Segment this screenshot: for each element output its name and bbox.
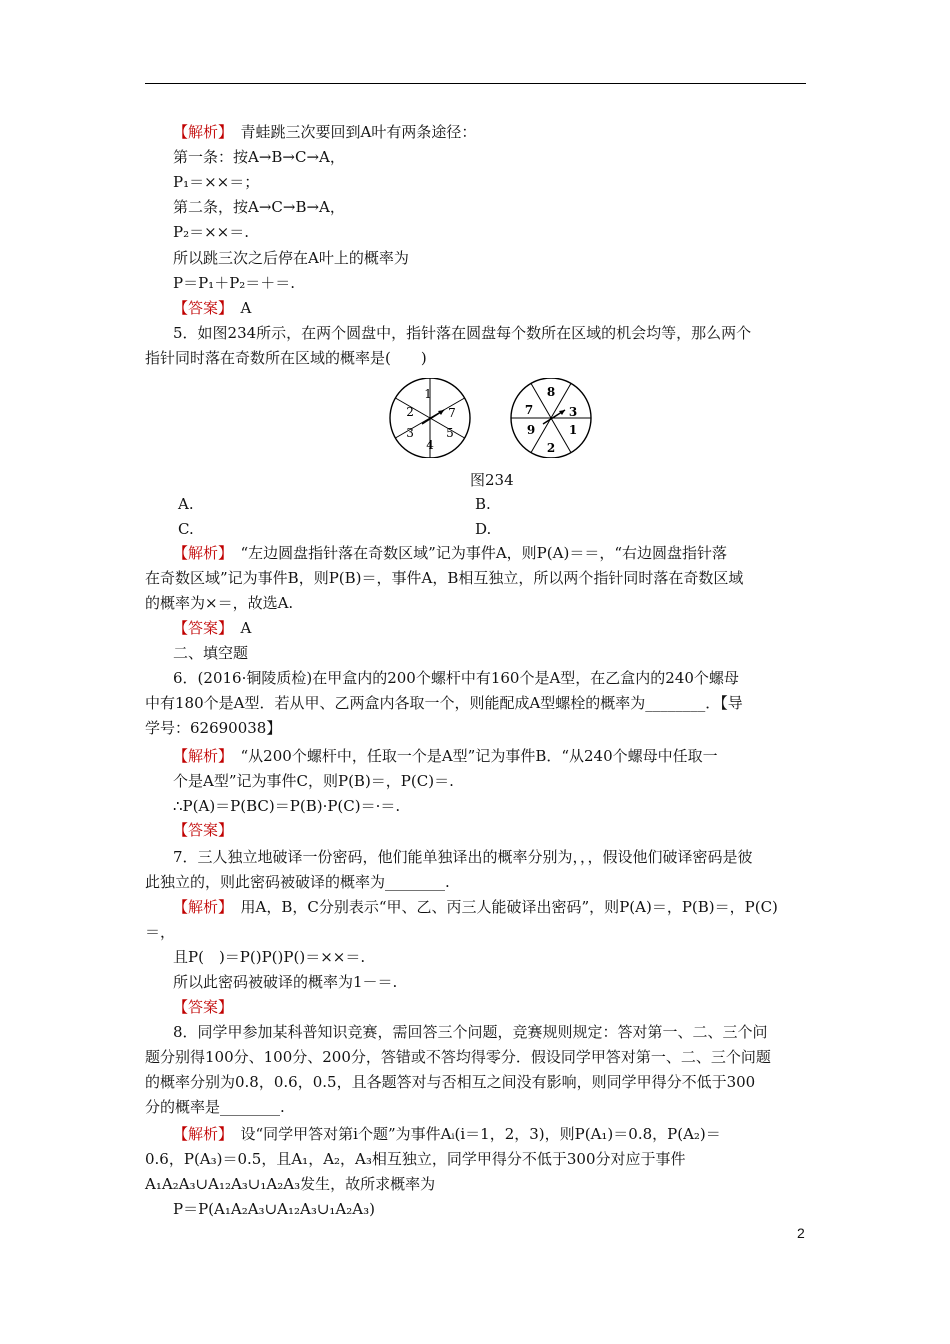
- line-text: 此独立的，则此密码被破译的概率为________.: [145, 873, 450, 891]
- line-text: ∴P(A)＝P(BC)＝P(B)·P(C)＝·＝.: [173, 797, 401, 815]
- line-text: P＝P(A₁A₂A₃∪A₁₂A₃∪₁A₂A₃): [173, 1200, 375, 1218]
- line-text: 第一条：按A→B→C→A，: [173, 148, 345, 166]
- text-line: [173, 172, 259, 192]
- text-line: [173, 323, 751, 343]
- text-line: [173, 197, 345, 217]
- text-line: [173, 298, 251, 318]
- left-disk-label: 1: [424, 387, 432, 401]
- text-line: [173, 273, 295, 293]
- text-line: [145, 1047, 771, 1067]
- text-line: [173, 147, 345, 167]
- page-number: 2: [797, 1225, 805, 1241]
- line-text: 在奇数区域”记为事件B，则P(B)＝，事件A，B相互独立，所以两个指针同时落在奇数区域: [145, 569, 744, 587]
- right-disk-label: 2: [546, 441, 556, 455]
- line-text: 7．三人独立地破译一份密码，他们能单独译出的概率分别为，，，假设他们破译密码是彼: [173, 848, 753, 866]
- line-text: 所以此密码被破译的概率为1－＝.: [173, 973, 398, 991]
- section-tag: 【答案】: [173, 619, 226, 637]
- text-line: [173, 796, 400, 816]
- line-text: P₂＝××＝.: [173, 223, 250, 241]
- line-text: P₁＝××＝；: [173, 173, 260, 191]
- section-tag: 【解析】: [173, 898, 226, 916]
- line-text: 题分别得100分、100分、200分，答错或不答均得零分．假设同学甲答对第一、二、三个问题: [145, 1048, 771, 1066]
- line-text: 指针同时落在奇数所在区域的概率是( ): [145, 349, 427, 367]
- section-tag: 【答案】: [173, 299, 226, 317]
- line-text: 中有180个是A型．若从甲、乙两盒内各取一个，则能配成A型螺栓的概率为________．【导: [145, 694, 743, 712]
- line-text: A: [225, 619, 252, 637]
- left-disk-label: 7: [448, 406, 456, 420]
- line-text: 学号：62690038】: [145, 719, 282, 737]
- line-text: 6．(2016·铜陵质检)在甲盒内的200个螺杆中有160个是A型，在乙盒内的240个螺母: [173, 669, 739, 687]
- line-text: 个是A型”记为事件C，则P(B)＝，P(C)＝.: [173, 772, 454, 790]
- text-line: [145, 1097, 285, 1117]
- line-text: 且P( )＝P()P()P()＝××＝.: [173, 948, 366, 966]
- right-disk-label: 1: [568, 423, 578, 437]
- text-line: [173, 897, 778, 917]
- line-text: 青蛙跳三次要回到A叶有两条途径：: [225, 123, 477, 141]
- text-line: [145, 1174, 435, 1194]
- spinner-figure: [388, 378, 598, 458]
- text-line: [173, 668, 739, 688]
- text-line: [145, 922, 175, 942]
- section-tag: 【解析】: [173, 123, 226, 141]
- text-line: [145, 1149, 686, 1169]
- section-tag: 【解析】: [173, 747, 226, 765]
- right-disk-label: 3: [568, 405, 578, 419]
- option-b: B.: [475, 495, 491, 513]
- option-a: A.: [178, 495, 194, 513]
- text-line: [173, 847, 753, 867]
- section-tag: 【解析】: [173, 1125, 226, 1143]
- section-tag: 【解析】: [173, 544, 226, 562]
- left-disk-label: 3: [406, 426, 414, 440]
- line-text: 设“同学甲答对第i个题”为事件Aᵢ(i＝1，2，3)，则P(A₁)＝0.8，P(A₂)＝: [225, 1125, 721, 1143]
- left-disk-label: 4: [426, 438, 434, 452]
- text-line: [173, 820, 233, 840]
- text-line: [173, 643, 248, 663]
- text-line: [173, 771, 454, 791]
- right-disk-label: 8: [546, 385, 556, 399]
- section-tag: 【答案】: [173, 821, 234, 839]
- line-text: 所以跳三次之后停在A叶上的概率为: [173, 249, 409, 267]
- left-disk-label: 2: [406, 405, 414, 419]
- text-line: [173, 543, 727, 563]
- line-text: A: [225, 299, 252, 317]
- line-text: 二、填空题: [173, 644, 249, 662]
- text-line: [173, 746, 718, 766]
- line-text: 的概率为×＝，故选A.: [145, 594, 294, 612]
- line-text: “左边圆盘指针落在奇数区域”记为事件A，则P(A)＝＝，“右边圆盘指针落: [225, 544, 727, 562]
- text-line: [145, 872, 450, 892]
- header-rule: [145, 83, 806, 84]
- option-c: C.: [178, 520, 194, 538]
- line-text: 的概率分别为0.8，0.6，0.5，且各题答对与否相互之间没有影响，则同学甲得分不低于300: [145, 1073, 756, 1091]
- line-text: ＝，: [145, 923, 176, 941]
- text-line: [173, 1124, 721, 1144]
- text-line: [145, 593, 293, 613]
- line-text: “从200个螺杆中，任取一个是A型”记为事件B．“从240个螺母中任取一: [225, 747, 718, 765]
- right-spinner-disk: [511, 378, 591, 458]
- line-text: P＝P₁＋P₂＝＋＝.: [173, 274, 296, 292]
- text-line: [173, 1022, 768, 1042]
- text-line: [145, 348, 427, 368]
- text-line: [173, 972, 397, 992]
- text-line: [145, 1072, 755, 1092]
- line-text: 8．同学甲参加某科普知识竞赛，需回答三个问题，竞赛规则规定：答对第一、二、三个问: [173, 1023, 768, 1041]
- text-line: [145, 718, 281, 738]
- text-line: [173, 248, 409, 268]
- text-line: [173, 1199, 375, 1219]
- left-spinner-disk: [390, 378, 470, 458]
- section-tag: 【答案】: [173, 998, 234, 1016]
- text-line: [173, 618, 251, 638]
- line-text: 分的概率是________.: [145, 1098, 285, 1116]
- line-text: 用A，B，C分别表示“甲、乙、丙三人能破译出密码”，则P(A)＝，P(B)＝，P(C): [225, 898, 778, 916]
- right-disk-label: 9: [526, 423, 536, 437]
- text-line: [145, 568, 743, 588]
- option-d: D.: [475, 520, 492, 538]
- line-text: 0.6，P(A₃)＝0.5，且A₁，A₂，A₃相互独立，同学甲得分不低于300分对应于事件: [145, 1150, 686, 1168]
- text-line: [173, 222, 249, 242]
- left-disk-label: 5: [446, 426, 454, 440]
- text-line: [173, 997, 233, 1017]
- figure-caption: 图234: [470, 471, 514, 489]
- text-line: [145, 693, 743, 713]
- text-line: [173, 122, 476, 142]
- text-line: [173, 947, 365, 967]
- line-text: A₁A₂A₃∪A₁₂A₃∪₁A₂A₃发生，故所求概率为: [145, 1175, 436, 1193]
- line-text: 5．如图234所示，在两个圆盘中，指针落在圆盘每个数所在区域的机会均等，那么两个: [173, 324, 752, 342]
- line-text: 第二条，按A→C→B→A，: [173, 198, 345, 216]
- right-disk-label: 7: [524, 403, 534, 417]
